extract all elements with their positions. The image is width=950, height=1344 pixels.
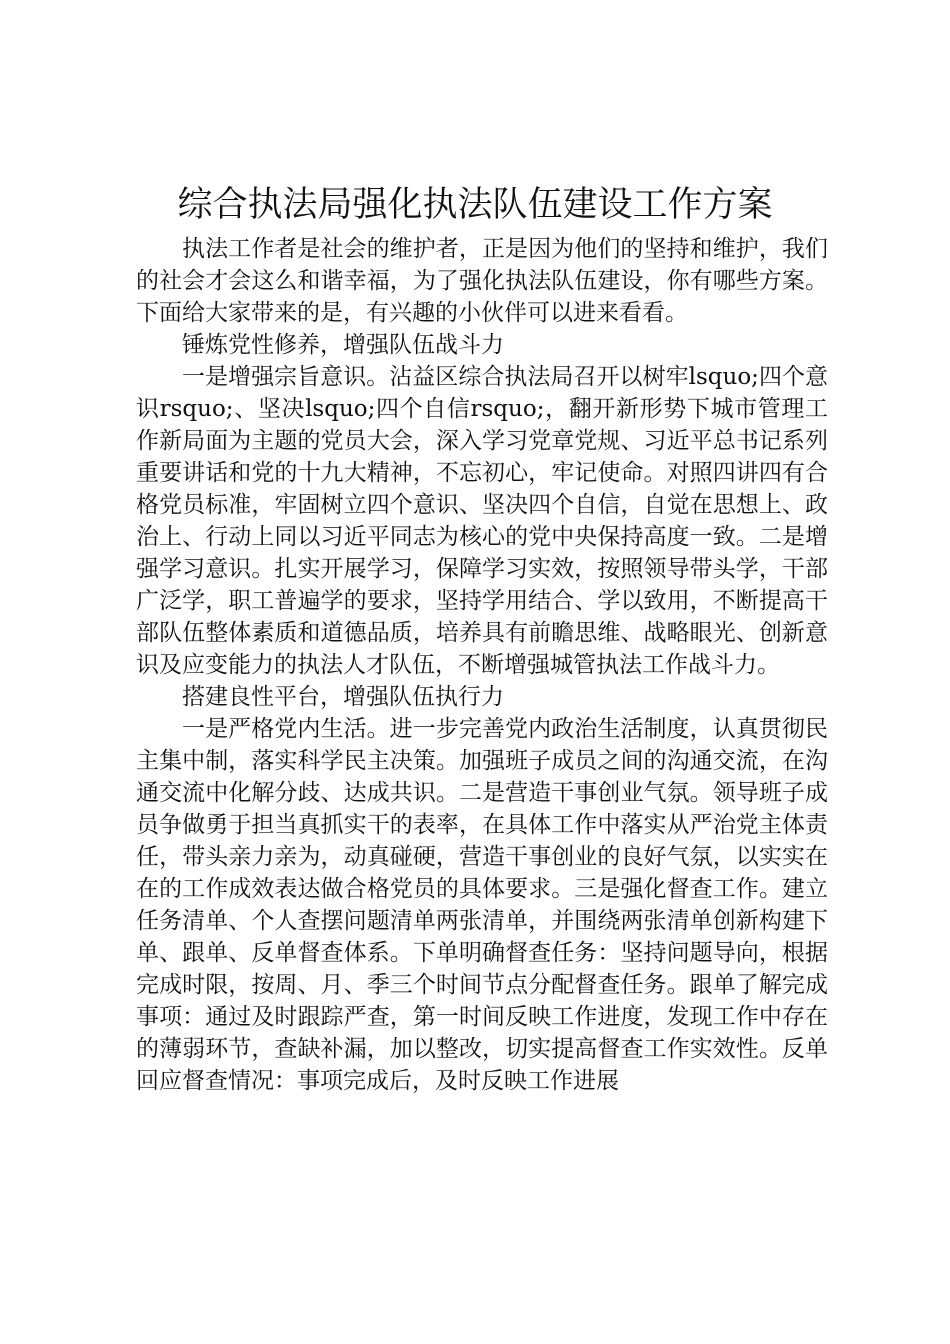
paragraph-section-1: 一是增强宗旨意识。沾益区综合执法局召开以树牢lsquo;四个意识rsquo;、坚决lsquo;四个自信rsquo;，翻开新形势下城市管理工作新局面为主题的党员大会，深入学习党章党规、习近平总书记系列重要讲话和党的十九大精神，不忘初心，牢记使命。对照四讲四有合格党员标准，牢固树立四个意识、坚决四个自信，自觉在思想上、政治上、行动上同以习近平同志为核心的党中央保持高度一致。二是增强学习意识。扎实开展学习，保障学习实效，按照领导带头学，干部广泛学，职工普遍学的要求，坚持学用结合、学以致用，不断提高干部队伍整体素质和道德品质，培养具有前瞻思维、战略眼光、创新意识及应变能力的执法人才队伍，不断增强城管执法工作战斗力。 bbox=[136, 364, 828, 678]
document-body bbox=[136, 233, 828, 1097]
paragraph-intro: 执法工作者是社会的维护者，正是因为他们的坚持和维护，我们的社会才会这么和谐幸福，为了强化执法队伍建设，你有哪些方案。下面给大家带来的是，有兴趣的小伙伴可以进来看看。 bbox=[136, 236, 828, 326]
document-title: 综合执法局强化执法队伍建设工作方案 bbox=[177, 185, 773, 225]
paragraph-section-2: 一是严格党内生活。进一步完善党内政治生活制度，认真贯彻民主集中制，落实科学民主决策。加强班子成员之间的沟通交流，在沟通交流中化解分歧、达成共识。二是营造干事创业气氛。领导班子成员争做勇于担当真抓实干的表率，在具体工作中落实从严治党主体责任，带头亲力亲为，动真碰硬，营造干事创业的良好气氛，以实实在在的工作成效表达做合格党员的具体要求。三是强化督查工作。建立任务清单、个人查摆问题清单两张清单，并围绕两张清单创新构建下单、跟单、反单督查体系。下单明确督查任务：坚持问题导向，根据完成时限，按周、月、季三个时间节点分配督查任务。跟单了解完成事项：通过及时跟踪严查，第一时间反映工作进度，发现工作中存在的薄弱环节，查缺补漏，加以整改，切实提高督查工作实效性。反单回应督查情况：事项完成后，及时反映工作进展 bbox=[136, 716, 828, 1094]
section-heading-1: 锤炼党性修养，增强队伍战斗力 bbox=[182, 332, 504, 358]
section-heading-2: 搭建良性平台，增强队伍执行力 bbox=[182, 684, 504, 710]
